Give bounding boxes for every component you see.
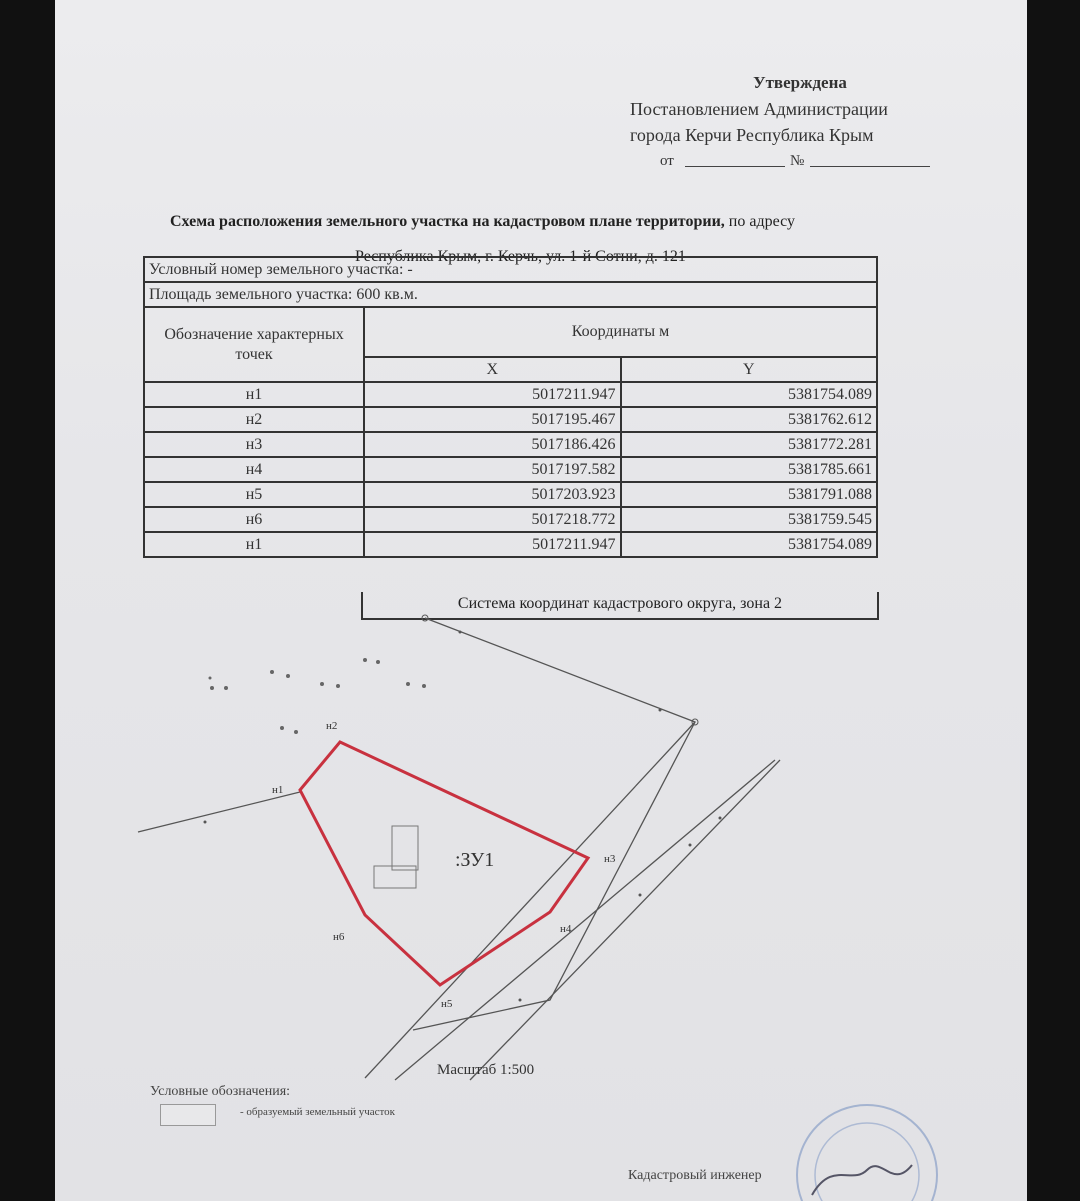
structure-dot [294,730,298,734]
structure-dot [270,670,274,674]
legend-item: - образуемый земельный участок [240,1106,396,1118]
structure-dot [422,684,426,688]
tick [639,894,642,897]
from-label: от [660,153,674,169]
approval-title: Утверждена [753,73,847,92]
building-rect [392,826,418,870]
y-cell: 5381759.545 [621,507,878,532]
area-cell: Площадь земельного участка: 600 кв.м. [144,282,877,307]
structure-dot [363,658,367,662]
point-label-n4: н4 [560,923,572,935]
structure-dot [320,682,324,686]
road-line-mid [395,760,775,1080]
point-cell: н6 [144,507,364,532]
point-label-n1: н1 [272,784,284,796]
x-cell: 5017203.923 [364,482,621,507]
approval-line-resolution: Постановлением Администрации [630,99,888,119]
point-cell: н4 [144,457,364,482]
structure-dot [406,682,410,686]
point-label-n2: н2 [326,720,338,732]
conditional-number-cell: Условный номер земельного участка: - [144,257,877,282]
x-cell: 5017211.947 [364,532,621,557]
point-cell: н5 [144,482,364,507]
structure-dot [280,726,284,730]
point-cell: н1 [144,382,364,407]
structure-dot [224,686,228,690]
structure-dot [376,660,380,664]
y-cell: 5381785.661 [621,457,878,482]
building-annex [374,866,416,888]
y-cell: 5381754.089 [621,382,878,407]
y-cell: 5381791.088 [621,482,878,507]
structure-dot [209,677,212,680]
building-outline [374,826,418,888]
y-cell: 5381772.281 [621,432,878,457]
x-cell: 5017195.467 [364,407,621,432]
neighbour-boundary-line [413,618,695,1030]
structure-dot [210,686,214,690]
cadastral-engineer-label: Кадастровый инженер [628,1168,762,1183]
number-label: № [790,153,805,169]
approval-line-city: города Керчи Республика Крым [630,125,874,145]
point-label-n5: н5 [441,998,453,1010]
stamp-inner-ring [815,1123,919,1201]
scheme-address: Республика Крым, г. Керчь, ул. 1-й Сотни, д. 121 [355,248,686,265]
parcel-boundary [300,742,588,985]
neighbour-structures [209,658,427,734]
point-cell: н1 [144,532,364,557]
structure-dot [286,674,290,678]
structure-dot [336,684,340,688]
x-cell: 5017211.947 [364,382,621,407]
scheme-title-bold: Схема расположения земельного участка на кадастровом плане территории, [170,213,725,230]
neighbour-boundary-west [138,792,300,832]
boundary-ticks [204,615,722,1002]
tick [204,821,207,824]
signature-stroke [812,1165,912,1195]
point-cell: н2 [144,407,364,432]
x-cell: 5017186.426 [364,432,621,457]
tick [519,999,522,1002]
point-cell: н3 [144,432,364,457]
road-line-outer [470,760,780,1080]
tick [659,709,662,712]
y-cell: 5381762.612 [621,407,878,432]
stamp-seal [772,1100,952,1201]
legend-title: Условные обозначения: [150,1084,291,1099]
y-cell: 5381754.089 [621,532,878,557]
x-cell: 5017197.582 [364,457,621,482]
tick [459,631,462,634]
tick [689,844,692,847]
scheme-title-rest: по адресу [724,213,795,230]
points-header: Обозначение характерных точек [144,307,364,382]
coords-header: Координаты м [364,307,877,357]
parcel-label: :ЗУ1 [455,849,495,871]
y-column-header: Y [621,357,878,382]
legend-swatch [160,1104,216,1126]
coordinate-system-note: Система координат кадастрового округа, зона 2 [361,592,879,620]
scale-label: Масштаб 1:500 [437,1062,535,1078]
x-column-header: X [364,357,621,382]
point-label-n3: н3 [604,853,616,865]
point-label-n6: н6 [333,931,345,943]
x-cell: 5017218.772 [364,507,621,532]
tick [719,817,722,820]
